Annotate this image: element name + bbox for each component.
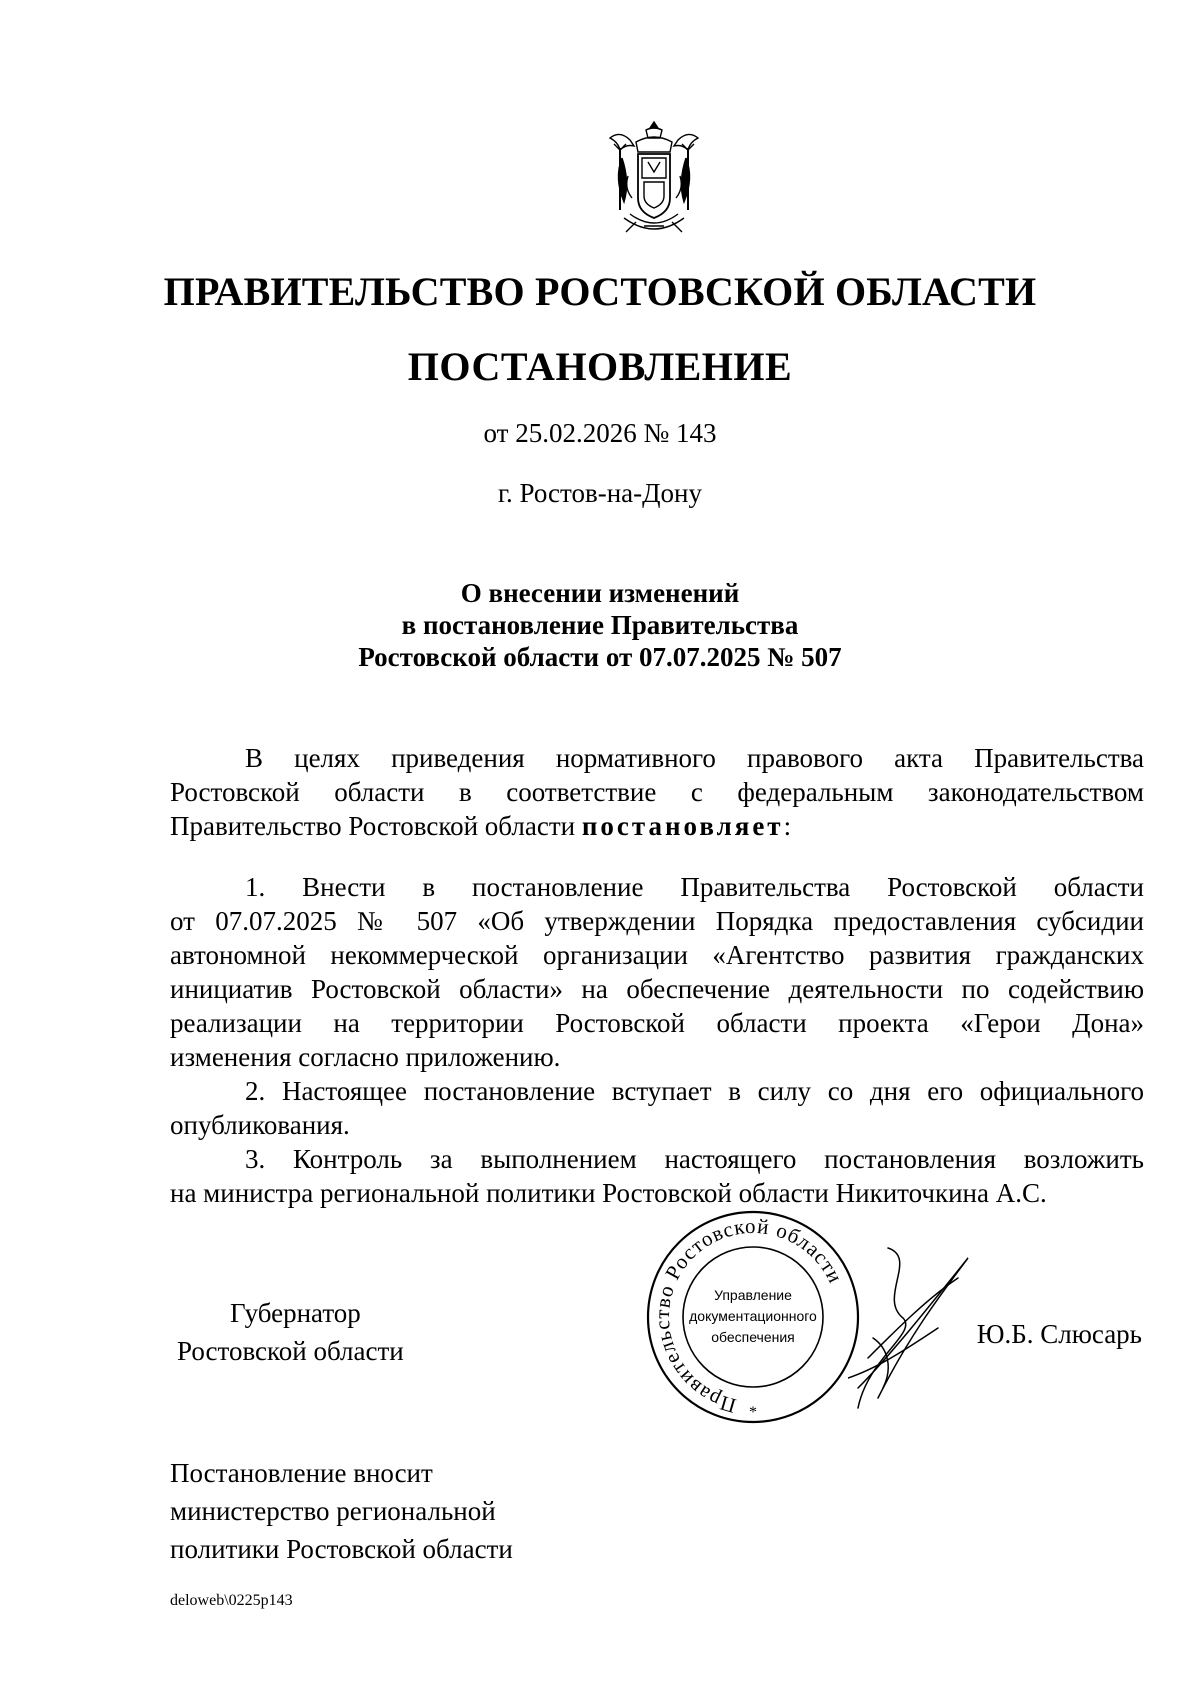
item-line: 1. Внести в постановление Правительства Ростовской области bbox=[245, 872, 1144, 902]
preamble-colon: : bbox=[783, 811, 792, 841]
signatory-position bbox=[170, 1294, 404, 1370]
stamp-ring-text: Правительство Ростовской области bbox=[649, 1213, 848, 1419]
item-line: опубликования. bbox=[170, 1110, 350, 1140]
resolution-items bbox=[170, 870, 1144, 1210]
subject-line: Ростовской области от 07.07.2025 № 507 bbox=[358, 642, 842, 672]
subject-line: в постановление Правительства bbox=[401, 610, 799, 640]
subject-line: О внесении изменений bbox=[460, 578, 740, 608]
submitting-authority bbox=[170, 1454, 513, 1568]
stamp-star: * bbox=[749, 1404, 757, 1421]
position-line: Ростовской области bbox=[177, 1336, 404, 1366]
signatory-name: Ю.Б. Слюсарь bbox=[976, 1319, 1142, 1349]
preamble-paragraph bbox=[170, 741, 1144, 843]
preamble-line: В целях приведения нормативного правового акта Правительства bbox=[245, 743, 1144, 773]
position-line: Губернатор bbox=[230, 1298, 361, 1328]
document-subject bbox=[0, 577, 1200, 673]
item-line: 2. Настоящее постановление вступает в силу со дня его официального bbox=[245, 1076, 1144, 1106]
preamble-text: Правительство Ростовской области bbox=[170, 811, 582, 841]
stamp-center-line: обеспечения bbox=[711, 1329, 795, 1345]
author-line: министерство региональной bbox=[170, 1496, 496, 1526]
stamp-center-line: документационного bbox=[689, 1308, 817, 1324]
preamble-line bbox=[170, 809, 1144, 843]
preamble-line: Ростовской области в соответствие с федеральным законодательством bbox=[170, 777, 1144, 807]
item-line: реализации на территории Ростовской области проекта «Герои Дона» bbox=[170, 1008, 1144, 1038]
document-reference: deloweb\0225p143 bbox=[170, 1592, 293, 1609]
government-title: ПРАВИТЕЛЬСТВО РОСТОВСКОЙ ОБЛАСТИ bbox=[163, 269, 1037, 314]
author-line: политики Ростовской области bbox=[170, 1534, 513, 1564]
resolves-keyword: постановляет bbox=[581, 811, 784, 841]
stamp-center-line: Управление bbox=[714, 1287, 792, 1303]
official-stamp bbox=[644, 1208, 862, 1426]
item-line: 3. Контроль за выполнением настоящего постановления возложить bbox=[245, 1144, 1144, 1174]
item-line: на министра региональной политики Ростовской области Никиточкина А.С. bbox=[170, 1178, 1047, 1208]
document-type: ПОСТАНОВЛЕНИЕ bbox=[407, 344, 793, 389]
item-line: от 07.07.2025 № 507 «Об утверждении Порядка предоставления субсидии bbox=[170, 906, 1144, 936]
handwritten-signature bbox=[848, 1238, 978, 1413]
author-line: Постановление вносит bbox=[170, 1458, 433, 1488]
rostov-oblast-coat-of-arms-icon bbox=[600, 118, 708, 236]
item-line: инициатив Ростовской области» на обеспечение деятельности по содействию bbox=[170, 974, 1144, 1004]
document-date-number: от 25.02.2026 № 143 bbox=[483, 418, 717, 448]
document-city: г. Ростов-на-Дону bbox=[497, 478, 702, 508]
item-line: изменения согласно приложению. bbox=[170, 1042, 561, 1072]
item-line: автономной некоммерческой организации «Агентство развития гражданских bbox=[170, 940, 1144, 970]
